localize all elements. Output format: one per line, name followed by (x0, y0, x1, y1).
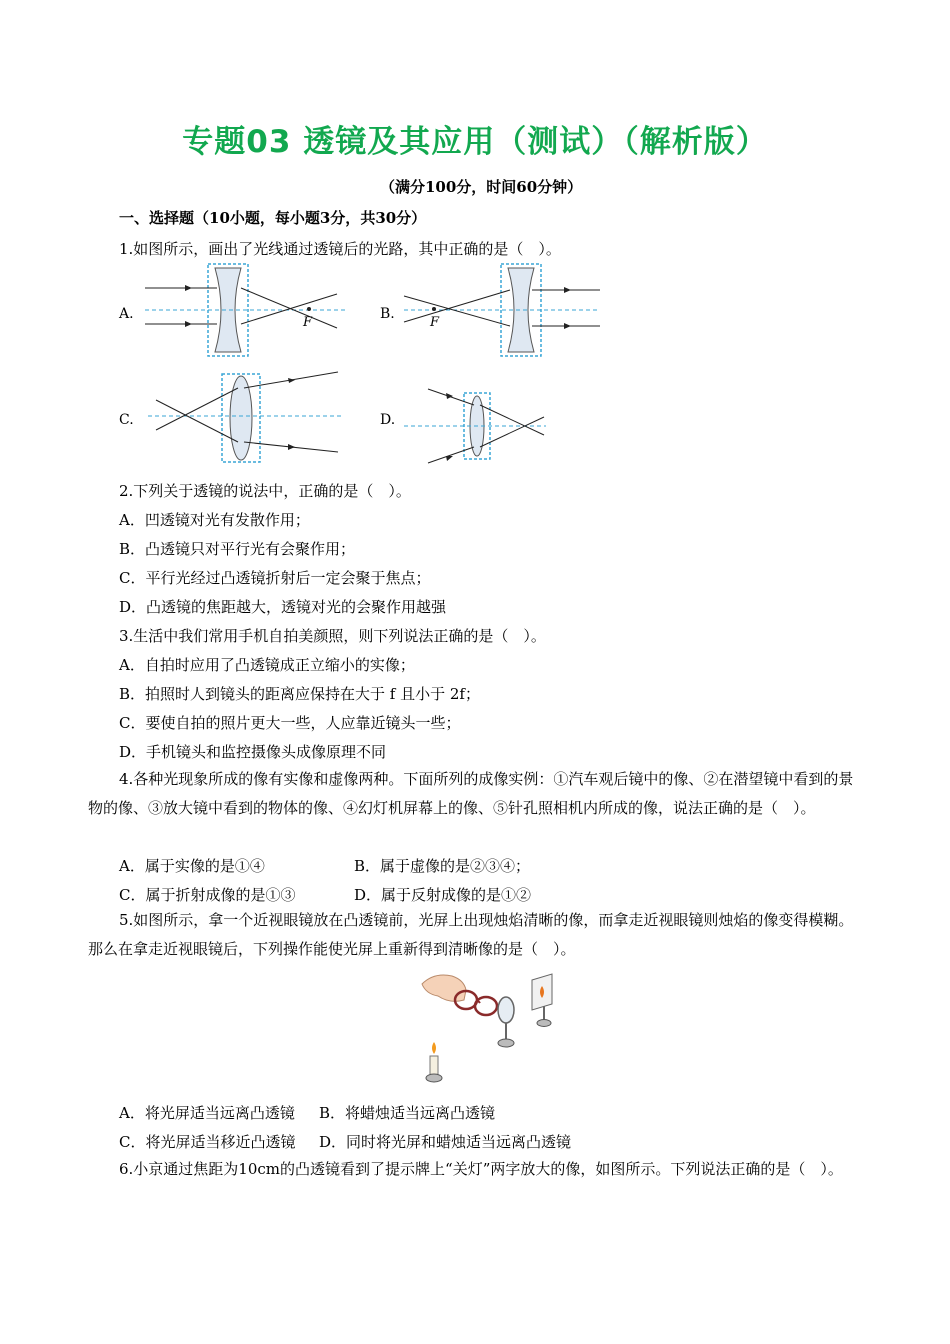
q5-stem: 5.如图所示，拿一个近视眼镜放在凸透镜前，光屏上出现烛焰清晰的像，而拿走近视眼镜则烛焰的像变得模糊。那么在拿走近视眼镜后，下列操作能使光屏上重新得到清晰像的是（ ）。 (88, 911, 854, 958)
q2-option-b: B．凸透镜只对平行光有会聚作用； (119, 540, 356, 558)
q4-option-d: D．属于反射成像的是①② (354, 886, 532, 904)
q3-option-d: D．手机镜头和监控摄像头成像原理不同 (119, 743, 387, 761)
q1-stem: 1.如图所示，画出了光线通过透镜后的光路，其中正确的是（ ）。 (119, 240, 561, 258)
q4-option-c: C．属于折射成像的是①③ (119, 886, 296, 904)
q2-stem: 2.下列关于透镜的说法中，正确的是（ ）。 (119, 482, 411, 500)
q1-label-b: B. (380, 306, 395, 322)
q4-option-a: A．属于实像的是①④ (119, 857, 265, 875)
q6-stem: 6.小京通过焦距为10cm的凸透镜看到了提示牌上“关灯”两字放大的像，如图所示。下列说法正确的是（ ）。 (119, 1160, 843, 1178)
q1-diagram-b (404, 262, 604, 358)
q2-option-a: A．凹透镜对光有发散作用； (119, 511, 310, 529)
q5-option-d: D．同时将光屏和蜡烛适当远离凸透镜 (319, 1133, 572, 1151)
q1-diagram-a (145, 262, 345, 358)
q1-diagram-c (148, 370, 348, 466)
section-heading: 一、选择题（10小题，每小题3分，共30分） (119, 209, 427, 227)
q1-a-focus-label: F (303, 315, 313, 330)
q1-label-c: C. (119, 412, 134, 428)
q5-option-b: B．将蜡烛适当远离凸透镜 (319, 1104, 496, 1122)
q4-option-b: B．属于虚像的是②③④； (354, 857, 531, 875)
q1-diagram-d (404, 385, 554, 467)
q1-label-a: A. (119, 306, 134, 322)
q5-illustration (420, 966, 560, 1086)
q4-stem: 4.各种光现象所成的像有实像和虚像两种。下面所列的成像实例：①汽车观后镜中的像、②在潜望镜中看到的景物的像、③放大镜中看到的物体的像、④幻灯机屏幕上的像、⑤针孔照相机内所成的像，说法正确的是（ ）。 (88, 770, 854, 817)
q3-option-a: A．自拍时应用了凸透镜成正立缩小的实像； (119, 656, 415, 674)
q1-b-focus-label: F (430, 315, 440, 330)
page-title: 专题03 透镜及其应用（测试）（解析版） (182, 124, 768, 160)
q5-option-a: A．将光屏适当远离凸透镜 (119, 1104, 295, 1122)
q2-option-d: D．凸透镜的焦距越大，透镜对光的会聚作用越强 (119, 598, 447, 616)
q3-stem: 3.生活中我们常用手机自拍美颜照，则下列说法正确的是（ ）。 (119, 627, 546, 645)
q3-option-b: B．拍照时人到镜头的距离应保持在大于 f 且小于 2f； (119, 685, 480, 703)
q1-label-d: D. (380, 412, 396, 428)
q5-option-c: C．将光屏适当移近凸透镜 (119, 1133, 296, 1151)
score-time-note: （满分100分，时间60分钟） (380, 178, 583, 196)
q3-option-c: C．要使自拍的照片更大一些，人应靠近镜头一些； (119, 714, 461, 732)
q2-option-c: C．平行光经过凸透镜折射后一定会聚于焦点； (119, 569, 431, 587)
